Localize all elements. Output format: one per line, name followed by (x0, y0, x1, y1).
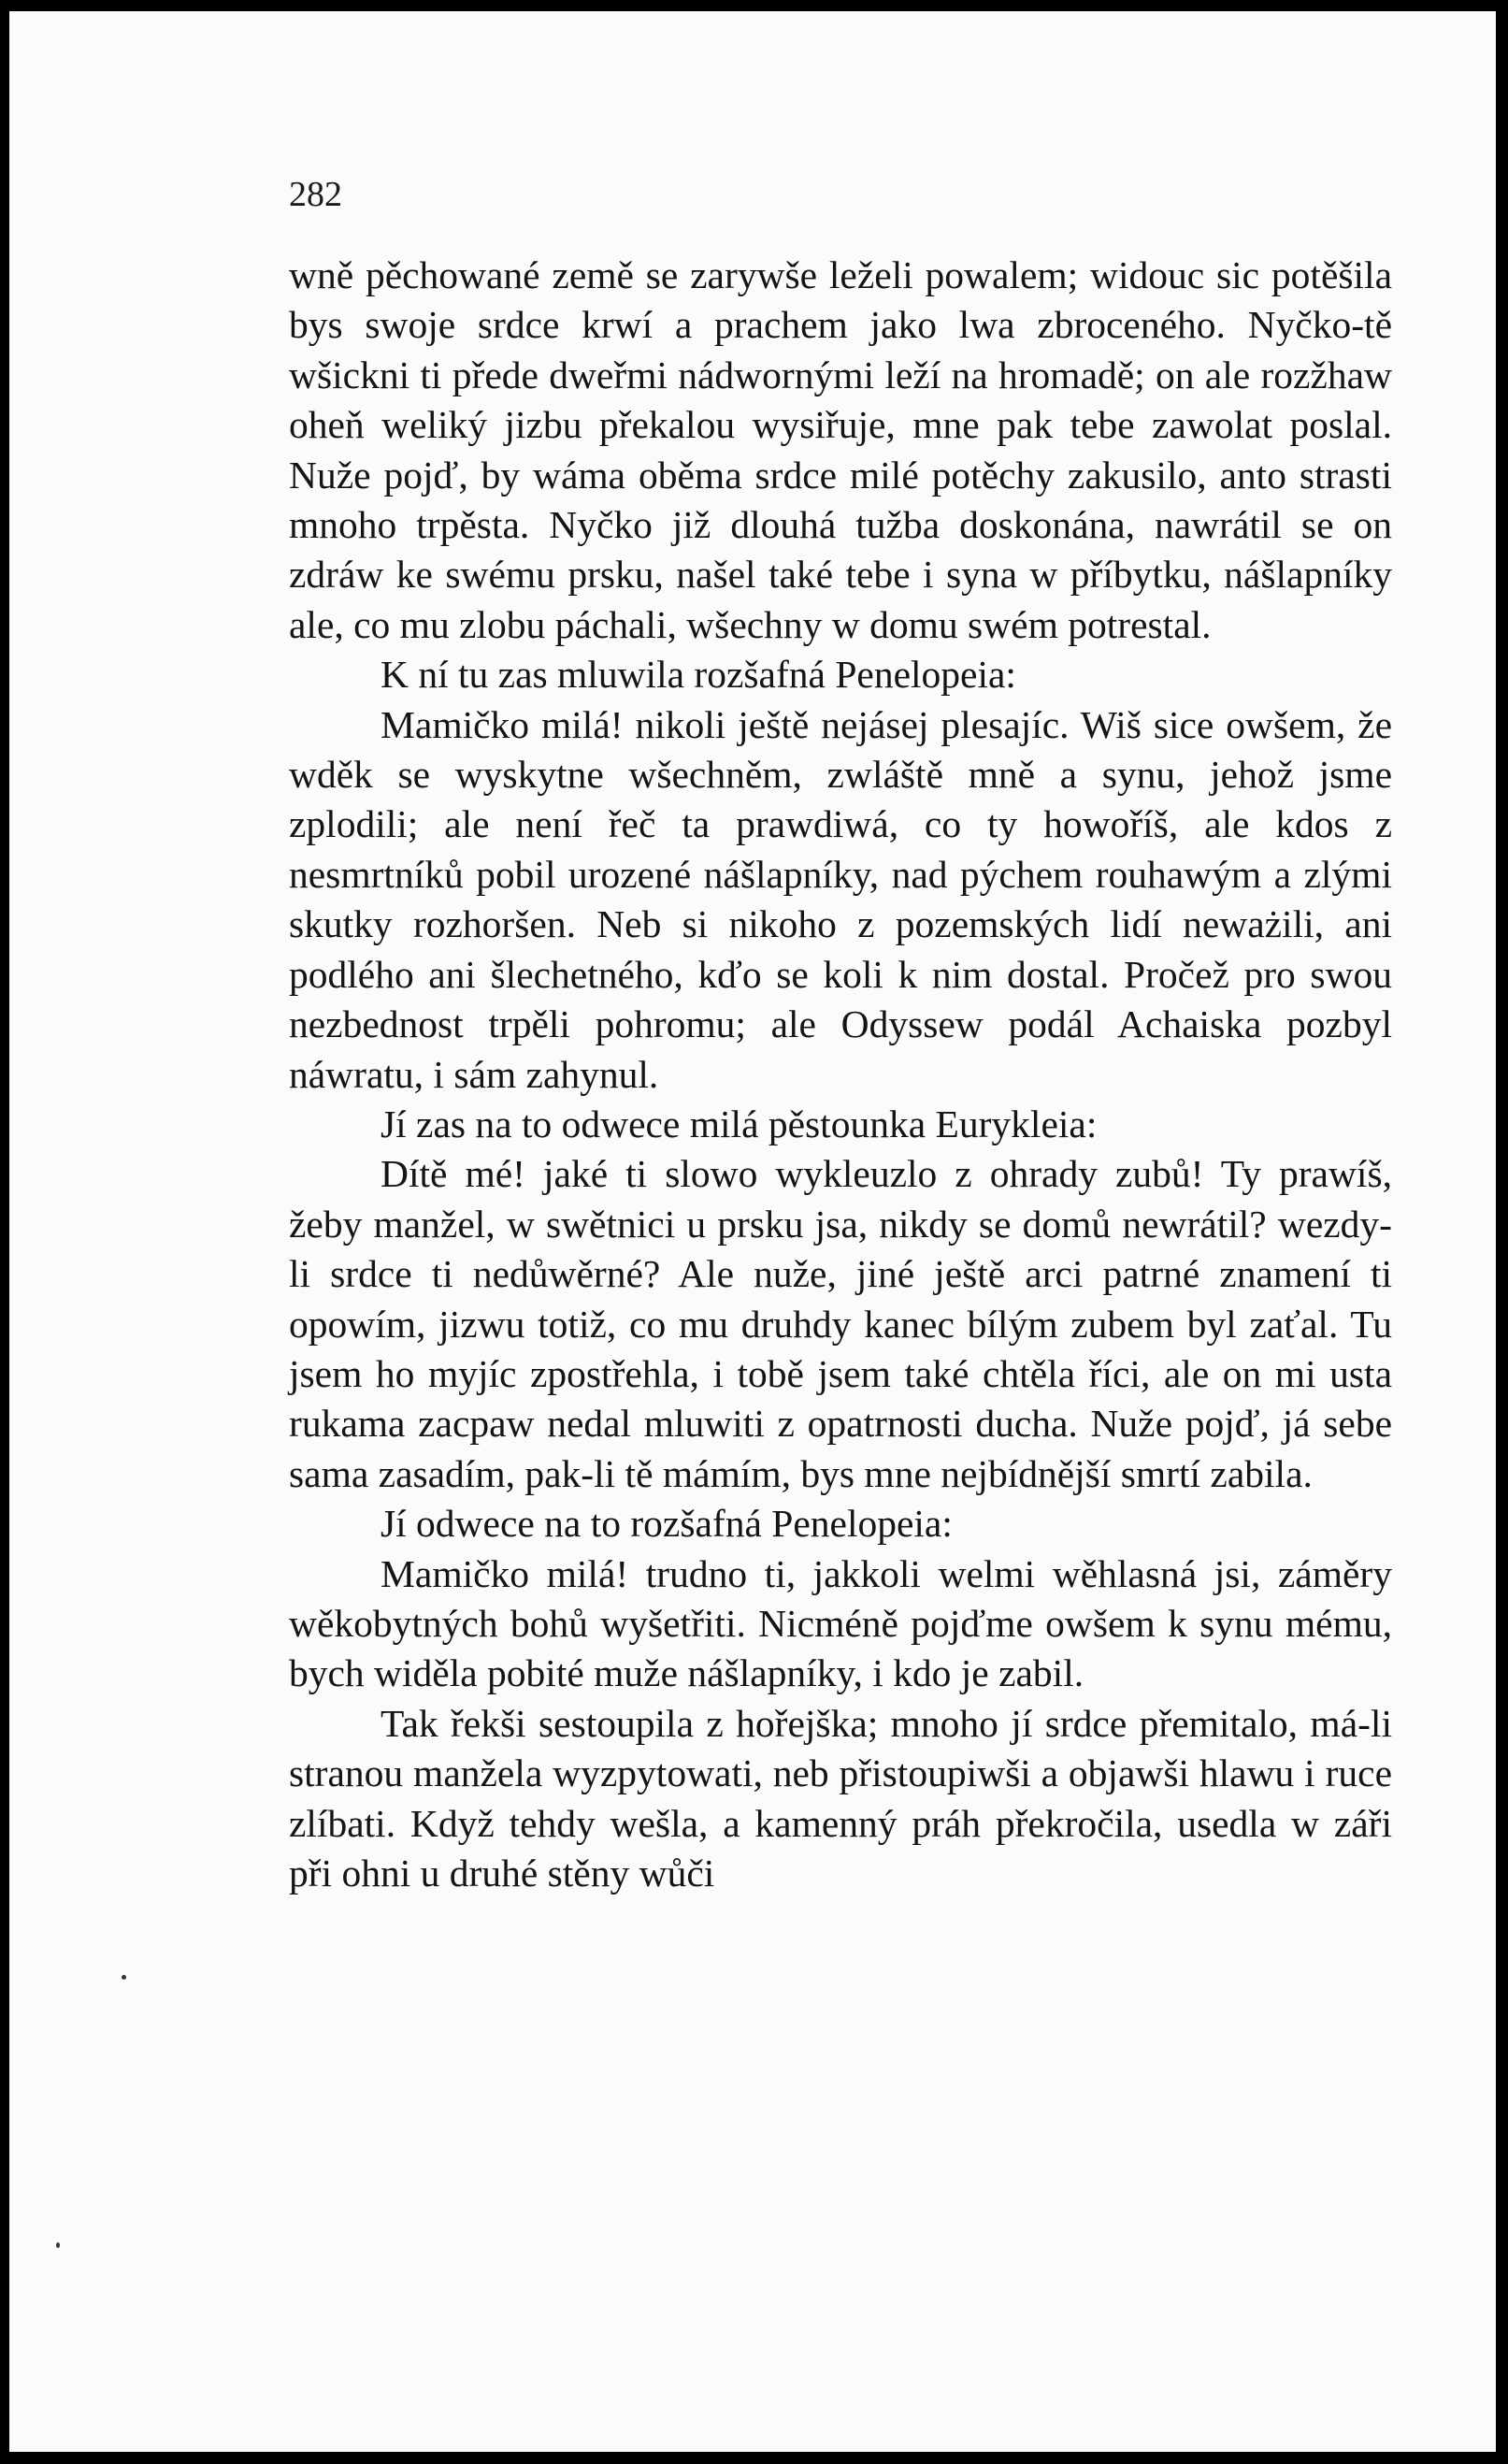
body-text (289, 251, 1392, 1898)
paragraph: Mamičko milá! trudno ti, jakkoli welmi wěhlasná jsi, záměry wěkobytných bohů wyšetřiti. Nicméně pojďme owšem k synu mému, bych widěla pobité muže nášlapníky, i kdo je zabil. (289, 1551, 1392, 1695)
paragraph: Jí zas na to odwece milá pěstounka Eurykleia: (381, 1102, 1098, 1146)
scan-speck (122, 1975, 126, 1980)
paragraph: wně pěchowané země se zarywše leželi powalem; widouc sic potěšila bys swoje srdce krwí a prachem jako lwa zbroceného. Nyčko-tě wšickni ti přede dweřmi nádwornými leží na hromadě; on ale rozžhaw oheň weliký jizbu překalou wysiřuje, mne pak tebe zawolat poslal. Nuže pojď, by wáma oběma srdce milé potěchy zakusilo, anto strasti mnoho trpěsta. Nyčko již dlouhá tužba doskonána, nawrátil se on zdráw ke swému prsku, našel také tebe i syna w příbytku, nášlapníky ale, co mu zlobu páchali, wšechny w domu swém potrestal. (289, 253, 1392, 646)
paragraph: Dítě mé! jaké ti slowo wykleuzlo z ohrady zubů! Ty prawíš, žeby manžel, w swětnici u prsku jsa, nikdy se domů newrátil? wezdy-li srdce ti nedůwěrné? Ale nuže, jiné ještě arci patrné znamení ti opowím, jizwu totiž, co mu druhdy kanec bílým zubem byl zaťal. Tu jsem ho myjíc zpostřehla, i tobě jsem také chtěla říci, ale on mi usta rukama zacpaw nedal mluwiti z opatrnosti ducha. Nuže pojď, já sebe sama zasadím, pak-li tě mámím, bys mne nejbídnější smrtí zabila. (289, 1152, 1392, 1495)
paragraph: Jí odwece na to rozšafná Penelopeia: (381, 1502, 953, 1546)
page-number: 282 (289, 175, 342, 214)
scan-speck (56, 2242, 60, 2248)
paragraph: Tak řekši sestoupila z hořejška; mnoho jí srdce přemitalo, má-li stranou manžela wyzpytowati, neb přistoupiwši a objawši hlawu i ruce zlíbati. Když tehdy wešla, a kamenný práh překročila, usedla w záři při ohni u druhé stěny wůči (289, 1701, 1392, 1895)
paragraph: Mamičko milá! nikoli ještě nejásej plesajíc. Wiš sice owšem, že wděk se wyskytne wšechněm, zwláště mně a synu, jehož jsme zplodili; ale není řeč ta prawdiwá, co ty howoříš, ale kdos z nesmrtníků pobil urozené nášlapníky, nad pýchem rouhawým a zlými skutky rozhoršen. Neb si nikoho z pozemských lidí neważili, ani podlého ani šlechetného, kďo se koli k nim dostal. Pročež pro swou nezbednost trpěli pohromu; ale Odyssew podál Achaiska pozbyl náwratu, i sám zahynul. (289, 702, 1392, 1096)
paragraph: K ní tu zas mluwila rozšafná Penelopeia: (381, 653, 1016, 697)
